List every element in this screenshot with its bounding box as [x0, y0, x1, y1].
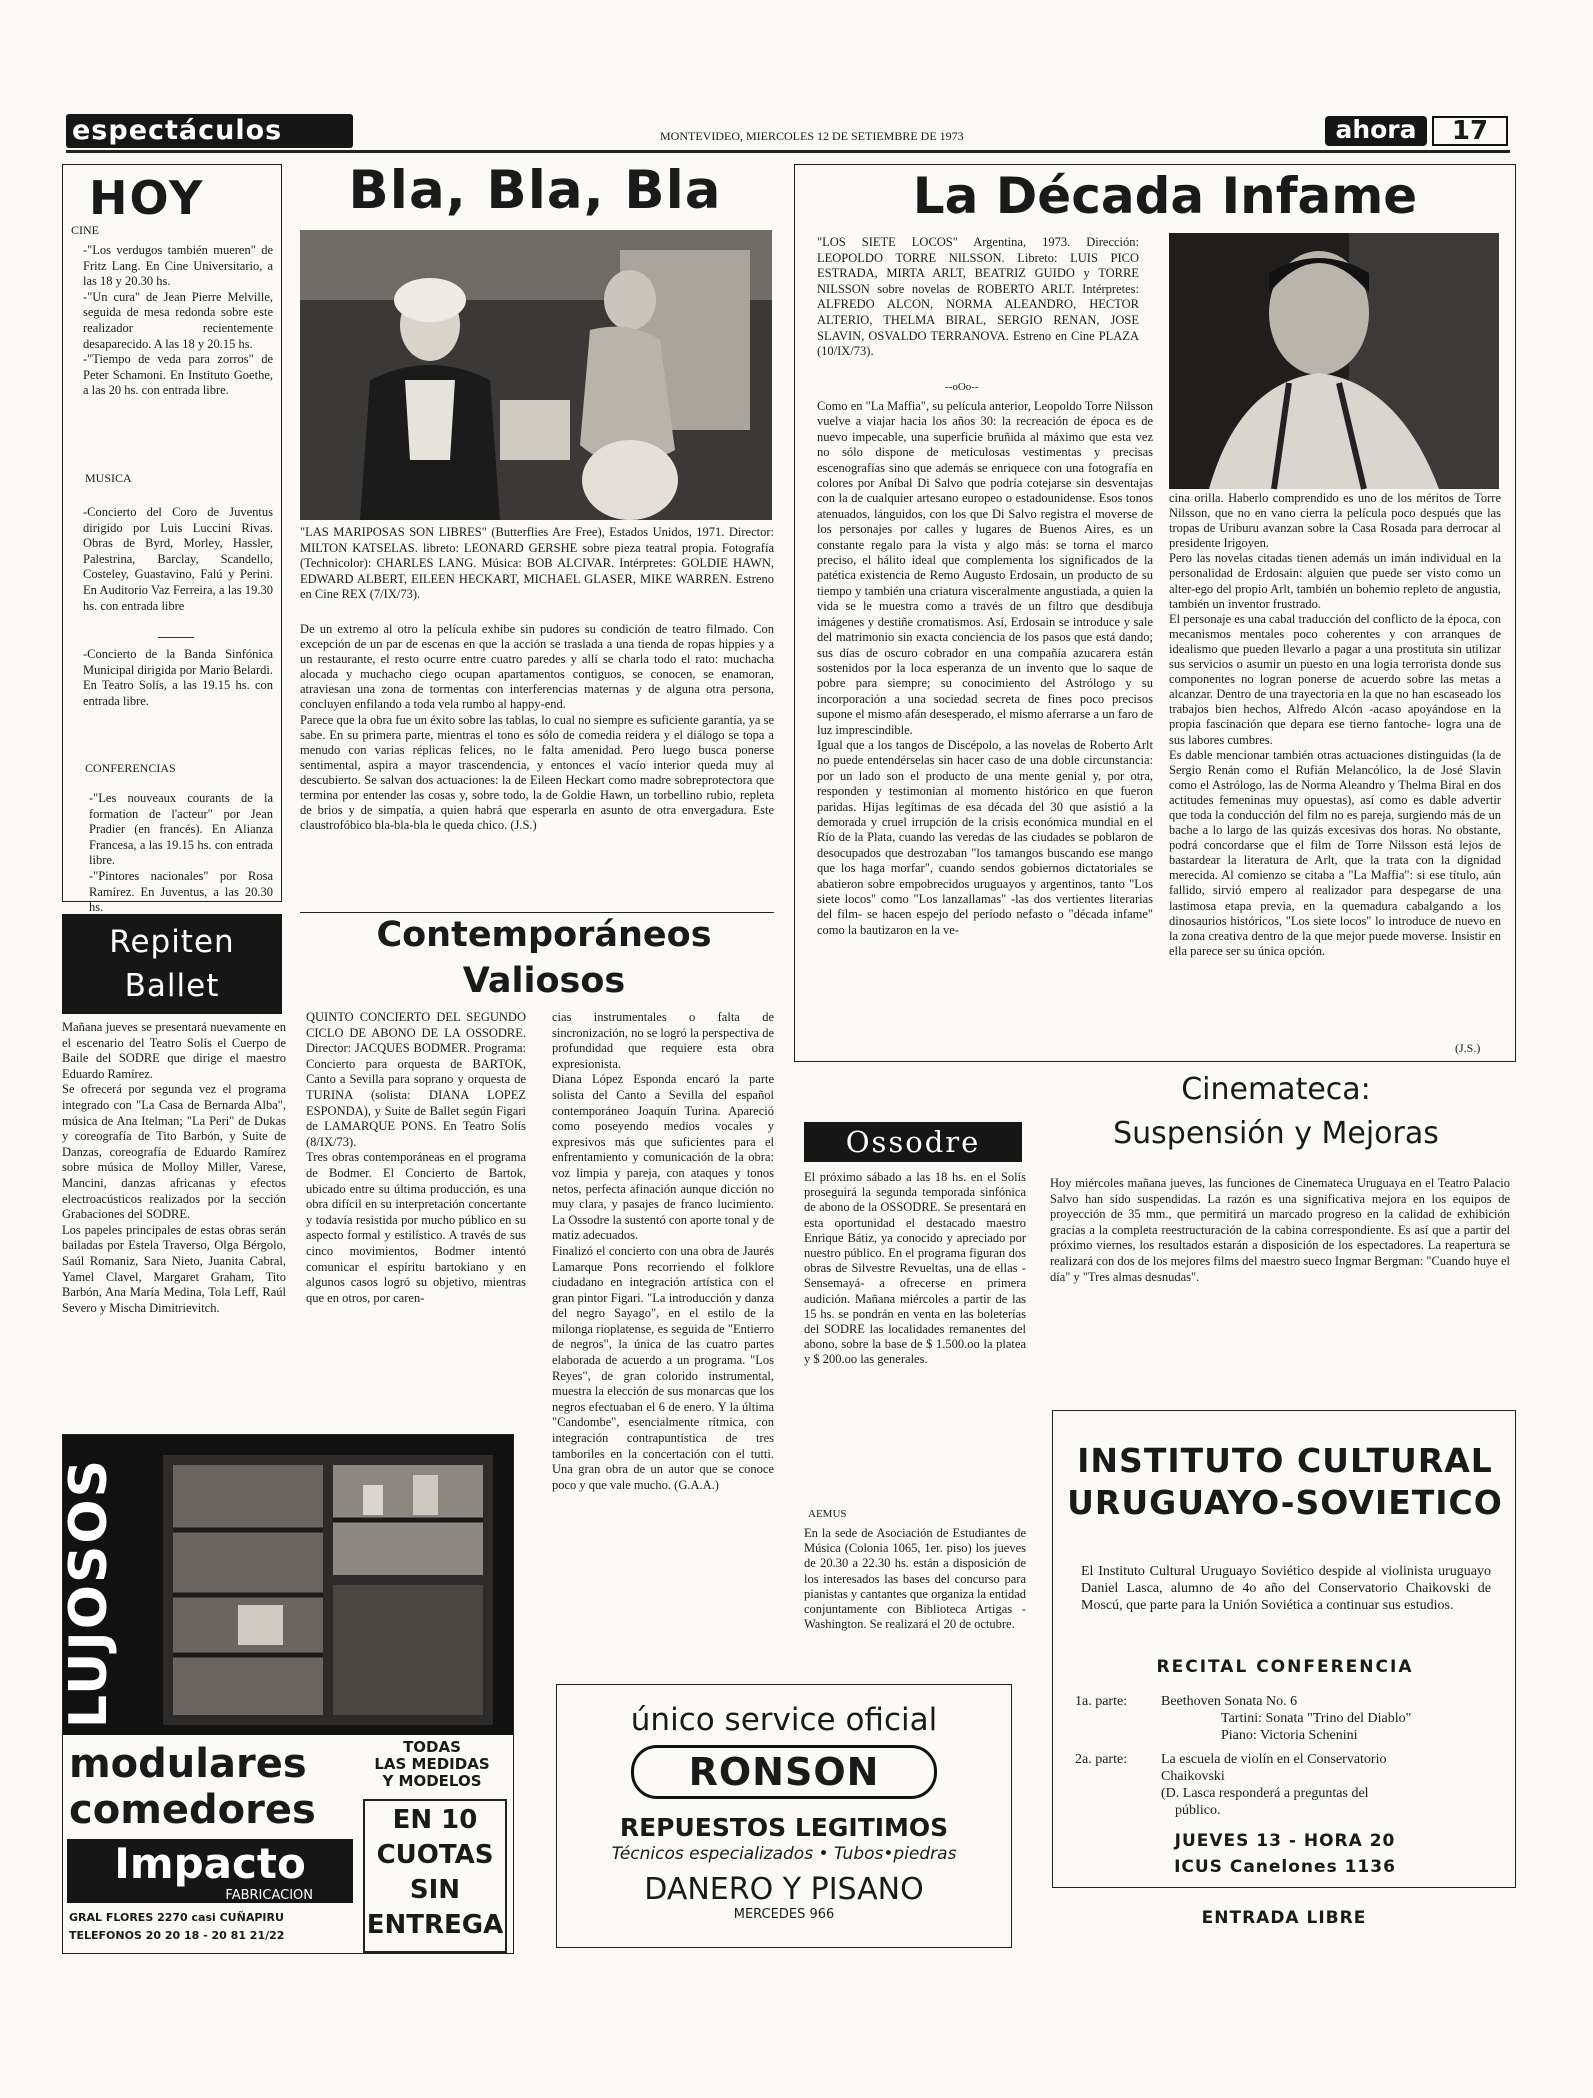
cine-listings: -"Los verdugos también mueren" de Fritz Lang. En Cine Universitario, a las 18 y 20.30 hs. -"Un cura" de Jean Pierre Melville, seguida de mesa redonda sobre este realizador recientemente desaparecido. A las 18 y 20.15 hs. -"Tiempo de veda para zorros" de Peter Schamoni. En Instituto Goethe, a las 20 hs. con entrada libre. [83, 243, 273, 398]
decada-headline: La Década Infame [912, 167, 1418, 225]
actor-portrait-image [1169, 233, 1499, 489]
ballet-title-2: Ballet [124, 968, 220, 1004]
musica-listing-2: -Concierto de la Banda Sinfónica Municipal dirigida por Mario Belardi. En Teatro Solís, a las 19.15 hs. con entrada libre. [83, 647, 273, 708]
ballet-title-1: Repiten [109, 924, 235, 960]
dateline: MONTEVIDEO, MIERCOLES 12 DE SETIEMBRE DE 1973 [660, 129, 964, 143]
cinemateca-article: Hoy miércoles mañana jueves, las funciones de Cinemateca Uruguaya en el Teatro Palacio Salvo han sido suspendidas. La razón es una significativa mejora en los equipos de proyección de 35 mm., que permitirá un marcado progreso en la calidad de exhibición gracias a la completa reestructuración de la cabina correspondiente. Es así que a partir del próximo viernes, los resultados estarán a disposición de los espectadores. La reapertura se realizará con dos de los mejores films del maestro sueco Ingmar Bergman: "Cuando huye el día" y "Tres almas desnudas". [1050, 1176, 1510, 1284]
ossodre-article: El próximo sábado a las 18 hs. en el Solís proseguirá la segunda temporada sinfónica de abono de la OSSODRE. Se presentará en esta oportunidad el destacado maestro Enrique Bátiz, ya conocido y apreciado por nuestro público. En el programa figuran dos obras de Silvestre Revueltas, una de ellas -Sensemayá- a ofrecerse en primera audición. Mañana miércoles a partir de las 15 hs. se pondrán en venta en las boleterías del SODRE las localidades remanentes del abono, sobre la base de $ 1.500.oo la platea y $ 200.oo las generales. [804, 1170, 1026, 1367]
contemp-title-1: Contemporáneos [376, 915, 712, 955]
part-1-line: Piano: Victoria Schenini [1221, 1728, 1358, 1743]
ad-line-comedores: comedores [69, 1787, 316, 1833]
instituto-intro: El Instituto Cultural Uruguayo Soviético despide al violinista uruguayo Daniel Lasca, alumno de 4o año del Conservatorio Chaikovski de Moscú, que parte para la Unión Soviética a continuar sus estudios. [1081, 1564, 1491, 1613]
contemp-col-1: QUINTO CONCIERTO DEL SEGUNDO CICLO DE ABONO DE LA OSSODRE. Director: JACQUES BODMER. Programa: Concierto para orquesta de BARTOK, Canto a Sevilla para soprano y orquesta de TURINA (solista: DIANA LOPEZ ESPONDA), y Suite de Ballet según Figari de LAMARQUE PONS. En Teatro Solís (8/IX/73). Tres obras contemporáneas en el programa de Bodmer. El Concierto de Bartok, ubicado entre su última producción, es una obra difícil en su interpretación concertante y todavía resistida por mucho público en su aspecto formal y estilístico. A través de sus cinco movimientos, Bodmer intentó comunicar el espíritu bartokiano y en algunos casos logró su objetivo, mientras que en otros, por caren- [306, 1010, 526, 1305]
ronson-tecnicos: Técnicos especializados • Tubos•piedras [611, 1844, 957, 1864]
bla-headline: Bla, Bla, Bla [348, 160, 722, 221]
conferencias-head: CONFERENCIAS [85, 761, 176, 775]
bla-review: De un extremo al otro la película exhibe sin pudores su condición de teatro filmado. Con excepción de un par de escenas en que la acción se traslada a una tienda de ropas hippies y a un restaurante, el resto ocurre entre cuatro paredes y allí se charla todo el rato: muchacha alocada y muchacho ciego ocupan apartamentos contiguos, se conocen, se enamoran, atraviesan una zona de tormentas con interferencias maternas y de alguna otra persona, concluyen enfilando a toda vela rumbo al happy-end. Parece que la obra fue un éxito sobre las tablas, lo cual no siempre es suficiente garantía, ya se sabe. En su primera parte, mientras el tono es sólo de comedia reidera y el diálogo se topa a menudo con varias réplicas felices, no le falta amenidad. Pero luego busca ponerse sentimental, aspira a mayor trascendencia, y entonces el vacío interior queda muy al descubierto. Se salvan dos actuaciones: la de Eileen Heckart como madre sobreprotectora que termina por entender las cosas y, sobre todo, la de Goldie Hawn, un torbellino rubio, repleta de brios y de simpatía, a quien habrá que esperarla en asunto de otra envergadura. Este claustrofóbico bla-bla-bla le queda chico. (J.S.) [300, 622, 774, 833]
aemus-article: En la sede de Asociación de Estudiantes de Música (Colonia 1065, 1er. piso) los jueves de 20.30 a 22.30 hs. están a disposición de los interesados las bases del concurso para pianistas y cantantes que organiza la entidad conjuntamente con Biblioteca Artigas - Washington. Se realizará el 20 de octubre. [804, 1526, 1026, 1632]
ad-cuotas: EN 10 CUOTAS SIN ENTREGA [366, 1805, 504, 1940]
musica-head: MUSICA [85, 471, 132, 485]
masthead-rule [66, 150, 1510, 153]
ad-line-modulares: modulares [69, 1741, 307, 1787]
instituto-ad [1052, 1410, 1516, 1888]
part-2-label: 2a. parte: [1075, 1752, 1128, 1767]
instituto-title-1: INSTITUTO CULTURAL [1077, 1441, 1493, 1480]
contemp-title-2: Valiosos [462, 961, 626, 1001]
conferencias-listing: -"Les nouveaux courants de la formation de l'acteur" por Jean Pradier (en francés). En Alianza Francesa, a las 19.15 hs. con entrada libre. -"Pintores nacionales" por Rosa Ramírez. En Juventus, a las 20.30 hs. [89, 791, 273, 915]
section-banner [66, 114, 353, 148]
ballet-banner [62, 914, 282, 1014]
instituto-subtitle: RECITAL CONFERENCIA [1156, 1657, 1414, 1677]
ossodre-banner [804, 1122, 1022, 1162]
ronson-brand: RONSON [688, 1750, 880, 1794]
ossodre-title: Ossodre [845, 1125, 981, 1159]
hoy-box [62, 164, 282, 915]
ronson-head: único service oficial [630, 1702, 938, 1738]
cine-head: CINE [71, 223, 99, 237]
impacto-logo [67, 1839, 353, 1903]
page-number: 17 [1432, 116, 1508, 146]
lujosos-vertical-text: LUJOSOS [59, 1457, 119, 1729]
decada-signature: (J.S.) [1455, 1041, 1481, 1055]
part-1-line: Beethoven Sonata No. 6 [1161, 1694, 1298, 1709]
decada-col-2: cina orilla. Haberlo comprendido es uno de los méritos de Torre Nilsson, que no en vano cierra la película poco después que las tropas de Uriburu avanzan sobre la Casa Rosada para derrocar al presidente Irigoyen. Pero las novelas citadas tienen además un imán individual en la personalidad de Erdosain: alguien que puede ser visto como un alter-ego del propio Arlt, también un bohemio repleto de angustia, también un inventor frustrado. El personaje es una cabal traducción del conflicto de la época, con mecanismos mentales poco coherentes y con arranques de idealismo que pueden llevarlo a pagar a una prostituta sin utilizar sus servicios o asumir un puesto en una logia terrorista donde sus componentes no logran ponerse de acuerdo sobre las metas a alcanzar. Dentro de una trayectoria en la que no han escaseado los trabajos bien hechos, Alfredo Alcón -acaso apoyándose en la propia fascinación que depara ese tierno fantoche- logra una de sus labores cumbres. Es dable mencionar también otras actuaciones distinguidas (la de Sergio Renán como el Rufián Melancólico, la de José Slavin como el Astrólogo, las de Norma Aleandro y Thelma Biral en dos actitudes femeninas muy opuestas), así como es dable advertir que toda la conducción del film no es pareja, surgiendo más de un bache a lo largo de las quizás excesivas dos horas. No obstante, podrá concordarse que el film de Torre Nilsson está lejos de bastardear la literatura de Arlt, que la trata con la dignidad merecida. Al comienzo se citaba a "La Maffia": si ese título, aún fallido, sirvió empero al realizador para despegarse de una lastimosa etapa previa, en la quemadura cabalgando a los dinosaurios históricos, "Los siete locos" lo introduce de nuevo en la zona creativa dentro de la que mejor puede moverse. Insistir en ella parece ser su única opción. [1169, 491, 1501, 958]
program-part-1 [1075, 1693, 1505, 1744]
decada-photo [1169, 233, 1499, 489]
cinemateca-title-1: Cinemateca: [1181, 1072, 1371, 1107]
event-entry: ENTRADA LIBRE [1201, 1908, 1367, 1928]
part-1-label: 1a. parte: [1075, 1694, 1128, 1709]
program-part-2 [1075, 1751, 1505, 1819]
impacto-brand: Impacto [114, 1839, 306, 1888]
bla-caption: "LAS MARIPOSAS SON LIBRES" (Butterflies Are Free), Estados Unidos, 1971. Director: MILTON KATSELAS. libreto: LEONARD GERSHE sobre pieza teatral propia. Fotografía (Technicolor): CHARLES LANG. Música: BOB ALCIVAR. Intérpretes: GOLDIE HAWN, EDWARD ALBERT, EILEEN HECKART, MICHAEL GLASER, MIKE WARREN. Estreno en Cine REX (7/IX/73). [300, 525, 774, 602]
part-1-line: Tartini: Sonata "Trino del Diablo" [1221, 1711, 1412, 1726]
musica-listing-1: -Concierto del Coro de Juventus dirigido por Luis Luccini Rivas. Obras de Byrd, Morley, Hassler, Palestrina, Barclay, Scandello, Costeley, Guastavino, Falú y Perini. En Auditorio Vaz Ferreira, a las 19.30 hs. con entrada libre [83, 505, 273, 613]
section-name: espectáculos [72, 115, 283, 146]
ronson-address: MERCEDES 966 [733, 1907, 835, 1922]
aemus-head: AEMUS [808, 1508, 847, 1520]
lujosos-ad [59, 1434, 514, 1954]
contemp-col-2: cias instrumentales o falta de sincronización, no se logró la perspectiva de profundidad que requiere esta obra expresionista. Diana López Esponda encaró la parte solista del Canto a Sevilla del español contemporáneo Joaquín Turina. Apareció como poseyendo medios vocales y expresivos más que suficientes para el enfrentamiento y comunicación de la obra: voz limpia y pareja, con ataques y tonos netos, perfecta afinación aunque dicción no muy clara, y pasajes de franco lucimiento. La Ossodre la sustentó con aporte tonal y de matiz adecuados. Finalizó el concierto con una obra de Jaurés Lamarque Pons recorriendo el folklore ciudadano en integración artística con el gran pintor Figari. "La introducción y danza del negro Sayago", en el estilo de la milonga rioplatense, es seguida de "Entierro de negros", la única de las cuatro partes elaborada de acuerdo a un programa. "Los Reyes", de gran colorido instrumental, muestra la elección de sus monarcas que los negros efectuaban el 6 de enero. Y la última "Candombe", esencialmente rítmica, con integración contrapuntística de tres tamboriles en la concertación con el tutti. Una gran obra de un autor que se conoce poco y que vale mucho. (G.A.A.) [552, 1010, 774, 1492]
contemp-headline [306, 912, 782, 1012]
decada-box [794, 164, 1516, 1062]
ronson-repuestos: REPUESTOS LEGITIMOS [619, 1813, 949, 1842]
event-place: ICUS Canelones 1136 [1174, 1857, 1396, 1877]
ad-phones: TELEFONOS 20 20 18 - 20 81 21/22 [69, 1929, 285, 1942]
instituto-title-2: URUGUAYO-SOVIETICO [1067, 1483, 1503, 1522]
cinemateca-headline [1040, 1068, 1512, 1164]
impacto-fab: FABRICACION [225, 1888, 313, 1903]
event-time: JUEVES 13 - HORA 20 [1174, 1831, 1396, 1851]
ronson-logo [631, 1745, 937, 1799]
hoy-title: HOY [89, 171, 205, 225]
furniture-image [63, 1435, 513, 1735]
decada-col-1: Como en "La Maffia", su película anterior, Leopoldo Torre Nilsson vuelve a viajar hacia los años 30: la recreación de época es de nuevo impecable, una superficie bruñida al máximo que esta vez no sólo dispone de meticulosas vestimentas y precisas escenografías sino que además se enriquece con una fotografía en colores por Aníbal Di Salvo que podría cotejarse sin desventajas con la de cualquier artesano europeo o estadounidense. Esos tonos atenuados, lánguidos, con los que Di Salvo registra el moverse de los personajes por calles y lugares de Buenos Aires, es un constante regalo para la vista y algo más: se torna el marco preciso, el hálito ideal que complementa los significados de la patética existencia de Remo Augusto Erdosain, un producto de su tiempo y también una criatura visceralmente angustiada, a quien la vida se le muestra como a través de un filtro que desdibuja imágenes y destiñe cromatismos. Así, Erdosain se introduce y sale del matrimonio sin exacta conciencia de los pasos que está dando; sus días de oscuro cobrador en una compañía azucarera están sostenidos por la loca esperanza de un invento que lo saque de pobre para siempre; su conocimiento del Astrólogo y su incorporación a una sociedad secreta de fines poco precisos supone el mismo afán desesperado, el mismo aferrarse a un faro de luz imprescindible. Igual que a los tangos de Discépolo, a las novelas de Roberto Arlt no puede entendérselas sin hacer caso de una doble circunstancia: por un lado son el producto de una mente genial y, por otra, responden y testimonian al momento histórico en que fueron paridas. Hijas legítimas de esa década del 30 que asistió a la demorada y cruel irrupción de la crisis económica mundial en el Río de la Plata, cuando las veredas de las ciudades se poblaron de desocupados que destrozaban "los tamangos buscando ese mango que los haga morfar", cuando sendos gobiernos dictatoriales se abatieron sobre empobrecidos uruguayos y argentinos, tanto "Los siete locos" como "Los lanzallamas" -las dos vertientes literarias del film- se hacen espejo del período nefasto o "década infame" como la bautizaron en la ve- [817, 399, 1153, 937]
musica-divider [158, 637, 194, 638]
ad-cuotas-box [363, 1799, 507, 1953]
ad-todas-medidas: TODAS LAS MEDIDAS Y MODELOS [374, 1738, 490, 1790]
decada-credits: "LOS SIETE LOCOS" Argentina, 1973. Dirección: LEOPOLDO TORRE NILSSON. Libreto: LUIS PICO ESTRADA, MIRTA ARLT, BEATRIZ GUIDO y TORRE NILSSON sobre novelas de ROBERTO ARLT. Intérpretes: ALFREDO ALCON, NORMA ALEANDRO, HECTOR ALTERIO, THELMA BIRAL, SERGIO RENAN, JOSE SLAVIN, OSVALDO TERRANOVA. Estreno en Cine PLAZA (10/IX/73). [817, 235, 1139, 359]
part-2-line: La escuela de violín en el Conservatorio [1161, 1752, 1387, 1767]
furniture-photo [59, 1435, 513, 1735]
part-2-line: público. [1175, 1803, 1221, 1818]
ronson-ad [556, 1684, 1012, 1948]
part-2-line: Chaikovski [1161, 1769, 1225, 1784]
paper-logo: ahora [1325, 116, 1427, 146]
part-2-line: (D. Lasca responderá a preguntas del [1161, 1786, 1369, 1801]
cinemateca-title-2: Suspensión y Mejoras [1113, 1116, 1439, 1151]
decada-separator: --oOo-- [945, 381, 979, 393]
bla-photo [300, 230, 772, 520]
ballet-article: Mañana jueves se presentará nuevamente en el escenario del Teatro Solís el Cuerpo de Baile del SODRE que dirige el maestro Eduardo Ramírez. Se ofrecerá por segunda vez el programa integrado con "La Casa de Bernarda Alba", música de Ana Itelman; "La Peri" de Dukas y coreografía de Tito Barbón, y Suite de Danzas, coreografía de Eduardo Ramírez sobre música de Molloy Miller, Varese, Mancini, danzas africanas y efectos electroacústicos realizados por la sección Grabaciones del SODRE. Los papeles principales de estas obras serán bailadas por Estela Traverso, Olga Bérgolo, Saúl Romaniz, Sara Nieto, Juanita Cabral, Yamel Clavel, Margaret Graham, Tito Barbón, Ana María Medina, Tola Leff, Raúl Severo y Mischa Dimitrievitch. [62, 1020, 286, 1315]
ronson-danero: DANERO Y PISANO [644, 1872, 924, 1907]
ad-address: GRAL FLORES 2270 casi CUÑAPIRU [69, 1911, 284, 1924]
film-still-image [300, 230, 772, 520]
